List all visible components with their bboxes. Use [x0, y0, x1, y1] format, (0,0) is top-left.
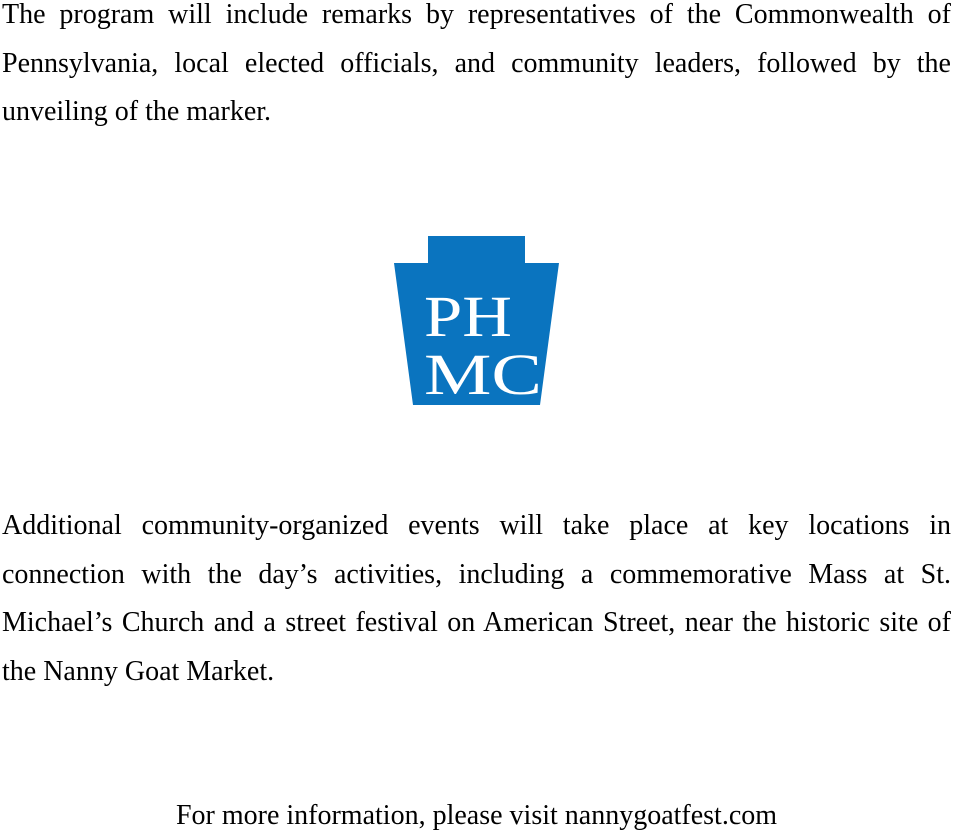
footer-info-line: For more information, please visit nannygoatfest.com: [175, 800, 778, 831]
events-paragraph: Additional community-organized events will take place at key locations in connection with the day’s activities, including a commemorative Mass at St. Michael’s Church and a street festival on American Street, near the historic site of the Nanny Goat Market.: [2, 510, 951, 687]
logo-letters-top: PH: [424, 284, 512, 349]
program-paragraph: The program will include remarks by representatives of the Commonwealth of Pennsylvania, local elected officials, and community leaders, followed by the unveiling of the marker.: [2, 0, 951, 128]
phmc-keystone-logo: [394, 236, 560, 405]
logo-letters-bottom: MC: [424, 342, 542, 405]
